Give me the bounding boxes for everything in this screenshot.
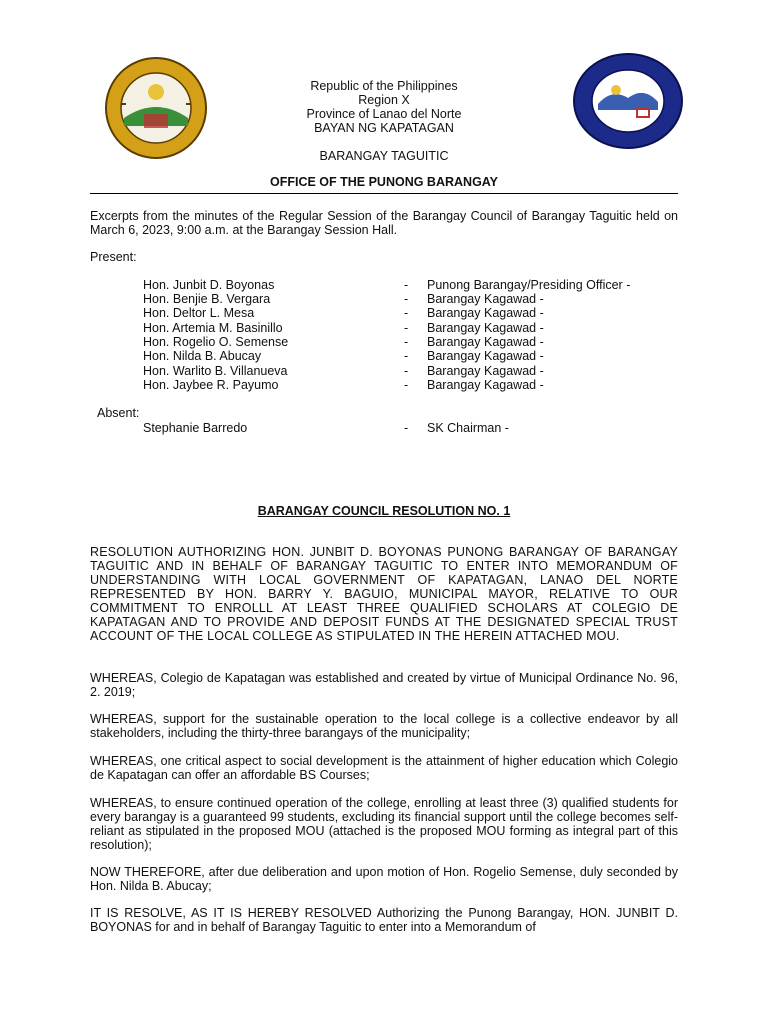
resolved-paragraph: IT IS RESOLVE, AS IT IS HEREBY RESOLVED Authorizing the Punong Barangay, HON. JUNBIT D. BOYONAS for and in behalf of Barangay Taguitic to enter into a Memorandum of <box>90 906 678 934</box>
attendee-position: Barangay Kagawad - <box>427 292 544 306</box>
attendee-name: Hon. Nilda B. Abucay <box>143 349 262 363</box>
barangay-seal-logo <box>572 52 684 150</box>
whereas-paragraph: WHEREAS, Colegio de Kapatagan was established and created by virtue of Municipal Ordinance No. 96, 2. 2019; <box>90 671 678 699</box>
attendee-row <box>0 292 768 306</box>
attendee-position: Barangay Kagawad - <box>427 349 544 363</box>
header-line-4: BAYAN NG KAPATAGAN <box>314 121 454 135</box>
header-line-3: Province of Lanao del Norte <box>306 107 462 121</box>
separator-dash: - <box>404 378 409 392</box>
absentee-position: SK Chairman - <box>427 421 509 435</box>
attendee-name: Hon. Junbit D. Boyonas <box>143 278 275 292</box>
header-line-2: Region X <box>358 93 410 107</box>
attendee-position: Barangay Kagawad - <box>427 378 544 392</box>
attendee-row <box>0 378 768 392</box>
municipal-seal-logo <box>104 56 208 160</box>
attendee-position: Barangay Kagawad - <box>427 364 544 378</box>
attendee-row <box>0 278 768 292</box>
present-label: Present: <box>90 250 137 264</box>
absentee-row <box>0 421 768 435</box>
resolution-heading: RESOLUTION AUTHORIZING HON. JUNBIT D. BOYONAS PUNONG BARANGAY OF BARANGAY TAGUITIC AND IN BEHALF OF BARANGAY TAGUITIC TO ENTER INTO MEMORANDUM OF UNDERSTANDING WITH LOCAL GOVERNMENT OF KAPATAGAN, LANAO DEL NORTE REPRESENTED BY HON. BARRY Y. BAGUIO, MUNICIPAL MAYOR, RELATIVE TO OUR COMMITMENT TO ENROLLL AT LEAST THREE QUALIFIED SCHOLARS AT COLEGIO DE KAPATAGAN AND TO PROVIDE AND DEPOSIT FUNDS AT THE DESIGNATED SPECIAL TRUST ACCOUNT OF THE LOCAL COLLEGE AS STIPULATED IN THE HEREIN ATTACHED MOU. <box>90 545 678 643</box>
attendee-name: Hon. Rogelio O. Semense <box>143 335 289 349</box>
resolution-title: BARANGAY COUNCIL RESOLUTION NO. 1 <box>257 504 511 518</box>
intro-paragraph: Excerpts from the minutes of the Regular Session of the Barangay Council of Barangay Taguitic held on March 6, 2023, 9:00 a.m. at the Barangay Session Hall. <box>90 209 678 237</box>
attendee-row <box>0 335 768 349</box>
attendee-name: Hon. Artemia M. Basinillo <box>143 321 283 335</box>
header-divider <box>90 193 678 194</box>
office-title: OFFICE OF THE PUNONG BARANGAY <box>269 175 499 189</box>
whereas-paragraph: WHEREAS, one critical aspect to social development is the attainment of higher education which Colegio de Kapatagan can offer an affordable BS Courses; <box>90 754 678 782</box>
absentee-name: Stephanie Barredo <box>143 421 248 435</box>
barangay-name: BARANGAY TAGUITIC <box>319 149 449 163</box>
separator-dash: - <box>404 321 409 335</box>
attendee-row <box>0 349 768 363</box>
attendee-name: Hon. Benjie B. Vergara <box>143 292 271 306</box>
separator-dash: - <box>404 278 409 292</box>
separator-dash: - <box>404 335 409 349</box>
header-line-1: Republic of the Philippines <box>310 79 458 93</box>
attendee-position: Punong Barangay/Presiding Officer - <box>427 278 631 292</box>
separator-dash: - <box>404 306 409 320</box>
separator-dash: - <box>404 421 409 435</box>
now-therefore-paragraph: NOW THEREFORE, after due deliberation and upon motion of Hon. Rogelio Semense, duly seconded by Hon. Nilda B. Abucay; <box>90 865 678 893</box>
attendee-row <box>0 364 768 378</box>
absent-label: Absent: <box>97 406 140 420</box>
attendee-name: Hon. Deltor L. Mesa <box>143 306 255 320</box>
whereas-paragraph: WHEREAS, support for the sustainable operation to the local college is a collective endeavor by all stakeholders, including the thirty-three barangays of the municipality; <box>90 712 678 740</box>
attendee-row <box>0 321 768 335</box>
separator-dash: - <box>404 292 409 306</box>
letterhead <box>230 79 538 163</box>
attendee-row <box>0 306 768 320</box>
separator-dash: - <box>404 349 409 363</box>
separator-dash: - <box>404 364 409 378</box>
attendee-position: Barangay Kagawad - <box>427 321 544 335</box>
whereas-paragraph: WHEREAS, to ensure continued operation of the college, enrolling at least three (3) qualified students for every barangay is a guaranteed 99 students, excluding its financial support until the college becomes self-reliant as stipulated in the proposed MOU (attached is the proposed MOU forming as integral part of this resolution); <box>90 796 678 852</box>
attendee-name: Hon. Jaybee R. Payumo <box>143 378 279 392</box>
attendee-name: Hon. Warlito B. Villanueva <box>143 364 288 378</box>
attendee-position: Barangay Kagawad - <box>427 335 544 349</box>
attendee-position: Barangay Kagawad - <box>427 306 544 320</box>
